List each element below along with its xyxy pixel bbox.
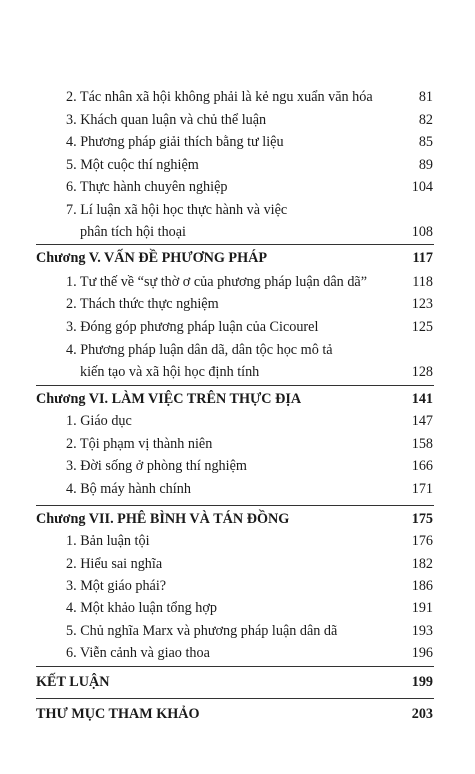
section-divider xyxy=(36,698,434,699)
toc-entry-label: 2. Thách thức thực nghiệm xyxy=(66,296,219,312)
chapter-title: Chương V. VẤN ĐỀ PHƯƠNG PHÁP xyxy=(36,250,268,266)
toc-entry-page: 82 xyxy=(418,112,433,128)
toc-entry-page: 171 xyxy=(411,481,433,497)
toc-entry-page: 128 xyxy=(411,364,433,380)
toc-entry-label: phân tích hội thoại xyxy=(80,224,186,240)
toc-entry-label: 4. Phương pháp giải thích bằng tư liệu xyxy=(66,134,284,150)
toc-entry-label: 6. Thực hành chuyên nghiệp xyxy=(66,179,228,195)
toc-entry-label: 2. Hiểu sai nghĩa xyxy=(66,556,163,572)
chapter-page: 117 xyxy=(412,250,433,266)
toc-entry-page: 81 xyxy=(418,89,433,105)
chapter-divider xyxy=(36,505,434,506)
toc-entry-label: 1. Bản luận tội xyxy=(66,533,150,549)
toc-entry-page: 108 xyxy=(411,224,433,240)
toc-entry-page: 191 xyxy=(411,600,433,616)
toc-entry-page: 158 xyxy=(411,436,433,452)
toc-entry-label: 3. Một giáo phái? xyxy=(66,578,167,594)
toc-entry-label: 5. Một cuộc thí nghiệm xyxy=(66,157,199,173)
toc-entry-label: 3. Đời sống ở phòng thí nghiệm xyxy=(66,458,247,474)
toc-entry-page: 193 xyxy=(411,623,433,639)
toc-entry-label: 3. Đóng góp phương pháp luận của Cicourel xyxy=(66,319,319,335)
toc-entry-page: 186 xyxy=(411,578,433,594)
toc-entry-page: 182 xyxy=(411,556,433,572)
toc-entry-label: 7. Lí luận xã hội học thực hành và việc xyxy=(66,202,288,218)
toc-entry-page: 125 xyxy=(411,319,433,335)
chapter-title: Chương VII. PHÊ BÌNH VÀ TÁN ĐỒNG xyxy=(36,511,290,527)
toc-entry-label: 4. Bộ máy hành chính xyxy=(66,481,191,497)
section-divider xyxy=(36,666,434,667)
toc-entry-page: 123 xyxy=(411,296,433,312)
conclusion-title: KẾT LUẬN xyxy=(36,674,110,690)
toc-entry-label: 2. Tác nhân xã hội không phải là kẻ ngu xuẩn văn hóa xyxy=(66,89,373,105)
chapter-divider xyxy=(36,385,434,386)
toc-entry-label: 3. Khách quan luận và chủ thể luận xyxy=(66,112,267,128)
toc-entry-page: 147 xyxy=(411,413,433,429)
toc-entry-page: 85 xyxy=(418,134,433,150)
toc-entry-label: 4. Phương pháp luận dân dã, dân tộc học mô tả xyxy=(66,342,333,358)
chapter-page: 141 xyxy=(411,391,433,407)
toc-entry-label: 4. Một khảo luận tổng hợp xyxy=(66,600,217,616)
conclusion-page: 199 xyxy=(411,674,433,690)
toc-entry-label: 1. Tư thế về “sự thờ ơ của phương pháp luận dân dã” xyxy=(66,274,368,290)
toc-entry-page: 118 xyxy=(412,274,433,290)
toc-entry-page: 166 xyxy=(411,458,433,474)
toc-entry-page: 104 xyxy=(411,179,433,195)
toc-entry-page: 196 xyxy=(411,645,433,661)
toc-entry-label: 5. Chủ nghĩa Marx và phương pháp luận dân dã xyxy=(66,623,338,639)
toc-entry-page: 176 xyxy=(411,533,433,549)
toc-entry-label: 2. Tội phạm vị thành niên xyxy=(66,436,213,452)
bibliography-title: THƯ MỤC THAM KHẢO xyxy=(36,706,200,722)
toc-entry-label: kiến tạo và xã hội học định tính xyxy=(80,364,260,380)
chapter-title: Chương VI. LÀM VIỆC TRÊN THỰC ĐỊA xyxy=(36,391,302,407)
toc-entry-label: 1. Giáo dục xyxy=(66,413,132,429)
toc-entry-label: 6. Viễn cảnh và giao thoa xyxy=(66,645,210,661)
chapter-page: 175 xyxy=(411,511,433,527)
bibliography-page: 203 xyxy=(411,706,433,722)
toc-entry-page: 89 xyxy=(418,157,433,173)
chapter-divider xyxy=(36,244,434,245)
